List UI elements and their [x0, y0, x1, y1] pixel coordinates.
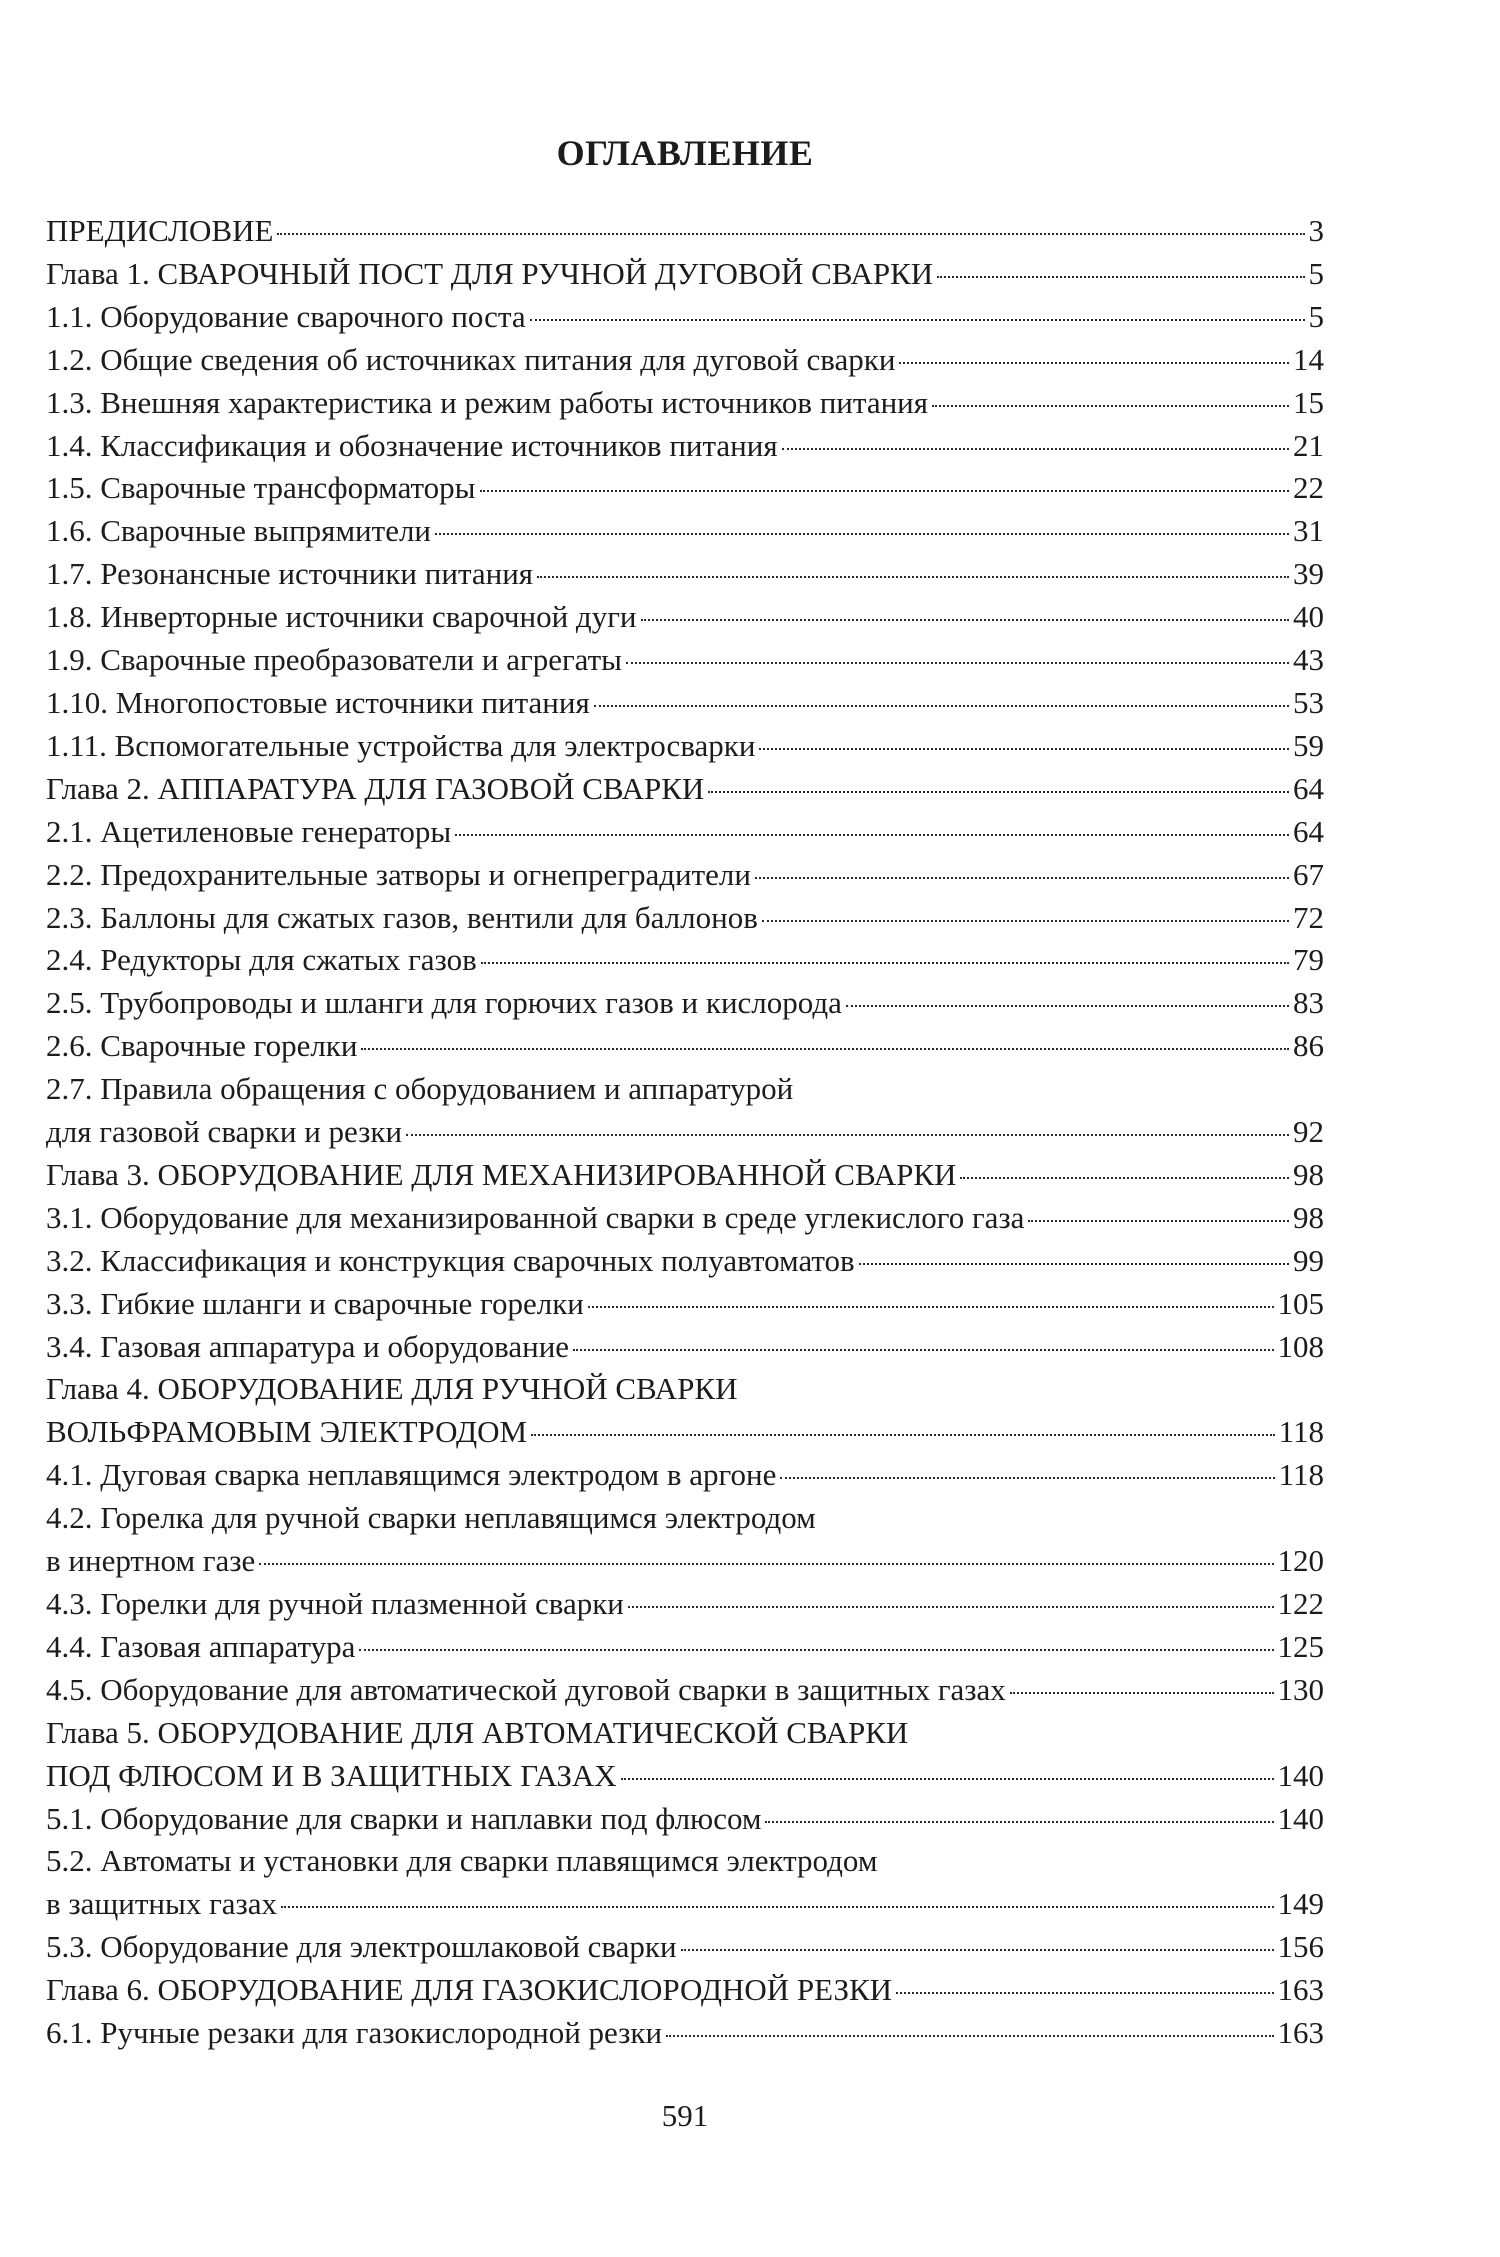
toc-entry	[46, 296, 1324, 339]
toc-entry	[46, 1840, 1324, 1926]
toc-entry-title-line: 4.2. Горелка для ручной сварки неплавящимся электродом	[46, 1500, 816, 1536]
toc-entry-title: 1.9. Сварочные преобразователи и агрегаты	[46, 642, 622, 678]
toc-entry	[46, 425, 1324, 468]
dot-leader	[759, 748, 1289, 750]
dot-leader	[455, 834, 1289, 836]
toc-entry-title: 5.3. Оборудование для электрошлаковой сварки	[46, 1929, 677, 1965]
toc-entry-title: 2.2. Предохранительные затворы и огнепреградители	[46, 856, 751, 892]
toc-entry-title: 5.1. Оборудование для сварки и наплавки под флюсом	[46, 1800, 762, 1836]
toc-entry-page: 39	[1293, 556, 1324, 592]
toc-entry-page: 59	[1293, 727, 1324, 763]
dot-leader	[537, 576, 1289, 578]
toc-entry-title: 4.5. Оборудование для автоматической дуговой сварки в защитных газах	[46, 1671, 1006, 1707]
dot-leader	[762, 920, 1289, 922]
toc-entry-page: 98	[1293, 1156, 1324, 1192]
toc-entry	[46, 1197, 1324, 1240]
toc-entry-page: 118	[1278, 1414, 1324, 1450]
toc-entry-page: 31	[1293, 513, 1324, 549]
toc-entry-title: для газовой сварки и резки	[46, 1114, 403, 1150]
toc-entry	[46, 1583, 1324, 1626]
toc-entry-page: 149	[1277, 1886, 1324, 1922]
toc-entry	[46, 1368, 1324, 1454]
toc-entry-page: 53	[1293, 684, 1324, 720]
toc-entry-title-line: 5.2. Автоматы и установки для сварки плавящимся электродом	[46, 1843, 878, 1879]
toc-entry-page: 163	[1277, 2015, 1324, 2051]
dot-leader	[573, 1349, 1273, 1351]
toc-entry	[46, 982, 1324, 1025]
dot-leader	[361, 1048, 1289, 1050]
dot-leader	[628, 1606, 1274, 1608]
dot-leader	[765, 1821, 1273, 1823]
toc-entry-page: 67	[1293, 856, 1324, 892]
dot-leader	[480, 490, 1290, 492]
dot-leader	[626, 662, 1289, 664]
toc-entry-title: 2.6. Сварочные горелки	[46, 1028, 358, 1064]
dot-leader	[406, 1134, 1289, 1136]
dot-leader	[1010, 1692, 1274, 1694]
dot-leader	[859, 1263, 1289, 1265]
dot-leader	[899, 362, 1289, 364]
toc-entry	[46, 939, 1324, 982]
toc-entry	[46, 682, 1324, 725]
toc-entry-page: 108	[1277, 1328, 1324, 1364]
toc-entry-title: 1.6. Сварочные выпрямители	[46, 513, 432, 549]
toc-entry-page: 118	[1278, 1457, 1324, 1493]
toc-entry-title: ПОД ФЛЮСОМ И В ЗАЩИТНЫХ ГАЗАХ	[46, 1757, 617, 1793]
toc-entry	[46, 553, 1324, 596]
dot-leader	[960, 1177, 1289, 1179]
toc-entry-title: в инертном газе	[46, 1543, 256, 1579]
toc-entry	[46, 811, 1324, 854]
toc-entry-title: 1.1. Оборудование сварочного поста	[46, 298, 526, 334]
toc-entry-page: 40	[1293, 599, 1324, 635]
toc-entry	[46, 854, 1324, 897]
dot-leader	[281, 1906, 1273, 1908]
toc-entry-page: 21	[1293, 427, 1324, 463]
toc-entry	[46, 382, 1324, 425]
toc-entry-page: 64	[1293, 770, 1324, 806]
toc-entry	[46, 1326, 1324, 1369]
toc-entry-title: ВОЛЬФРАМОВЫМ ЭЛЕКТРОДОМ	[46, 1414, 528, 1450]
toc-entry-title-line: 2.7. Правила обращения с оборудованием и аппаратурой	[46, 1071, 794, 1107]
dot-leader	[594, 705, 1289, 707]
toc-entry-title: в защитных газах	[46, 1886, 278, 1922]
dot-leader	[937, 276, 1304, 278]
toc-entry-title-line: Глава 5. ОБОРУДОВАНИЕ ДЛЯ АВТОМАТИЧЕСКОЙ СВАРКИ	[46, 1714, 909, 1750]
dot-leader	[641, 619, 1290, 621]
dot-leader	[782, 448, 1289, 450]
toc-entry-title-line: Глава 4. ОБОРУДОВАНИЕ ДЛЯ РУЧНОЙ СВАРКИ	[46, 1371, 738, 1407]
dot-leader	[708, 791, 1289, 793]
page-number: 591	[661, 2098, 709, 2133]
table-of-contents	[46, 210, 1324, 2055]
toc-entry-title: 3.1. Оборудование для механизированной сварки в среде углекислого газа	[46, 1199, 1025, 1235]
dot-leader	[588, 1306, 1274, 1308]
toc-entry-title: 1.8. Инверторные источники сварочной дуги	[46, 599, 637, 635]
toc-entry-title: 4.3. Горелки для ручной плазменной сварки	[46, 1586, 624, 1621]
toc-entry-page: 156	[1277, 1929, 1324, 1965]
toc-entry	[46, 1283, 1324, 1326]
dot-leader	[896, 1992, 1273, 1994]
dot-leader	[755, 877, 1289, 879]
toc-entry	[46, 639, 1324, 682]
toc-entry	[46, 1068, 1324, 1154]
toc-entry-page: 72	[1293, 899, 1324, 935]
page-title: ОГЛАВЛЕНИЕ	[556, 133, 814, 173]
toc-entry-page: 140	[1277, 1757, 1324, 1793]
toc-entry-page: 83	[1293, 985, 1324, 1021]
toc-entry	[46, 1712, 1324, 1798]
dot-leader	[277, 233, 1304, 235]
toc-entry	[46, 210, 1324, 253]
toc-entry-title: 3.2. Классификация и конструкция сварочных полуавтоматов	[46, 1242, 855, 1278]
toc-entry-title: 1.10. Многопостовые источники питания	[46, 684, 590, 720]
dot-leader	[530, 319, 1305, 321]
dot-leader	[666, 2035, 1273, 2037]
toc-entry	[46, 1240, 1324, 1283]
toc-entry-page: 105	[1277, 1285, 1324, 1321]
toc-entry	[46, 1798, 1324, 1841]
toc-entry	[46, 2012, 1324, 2055]
toc-entry	[46, 467, 1324, 510]
toc-entry-title: 6.1. Ручные резаки для газокислородной резки	[46, 2015, 663, 2051]
toc-entry-title: Глава 2. АППАРАТУРА ДЛЯ ГАЗОВОЙ СВАРКИ	[46, 770, 705, 806]
toc-entry	[46, 253, 1324, 296]
toc-entry-title: 2.5. Трубопроводы и шланги для горючих газов и кислорода	[46, 985, 842, 1021]
toc-entry-page: 125	[1277, 1628, 1324, 1664]
dot-leader	[780, 1477, 1274, 1479]
toc-entry-title: 2.3. Баллоны для сжатых газов, вентили для баллонов	[46, 899, 758, 935]
toc-entry	[46, 897, 1324, 940]
dot-leader	[435, 533, 1289, 535]
toc-entry-title: 4.1. Дуговая сварка неплавящимся электродом в аргоне	[46, 1457, 777, 1493]
toc-entry-page: 43	[1293, 642, 1324, 678]
toc-entry-title: Глава 3. ОБОРУДОВАНИЕ ДЛЯ МЕХАНИЗИРОВАННОЙ СВАРКИ	[46, 1156, 957, 1192]
toc-entry	[46, 596, 1324, 639]
dot-leader	[932, 405, 1289, 407]
toc-entry	[46, 1497, 1324, 1583]
toc-entry-title: 1.7. Резонансные источники питания	[46, 556, 534, 592]
toc-entry-page: 140	[1277, 1800, 1324, 1836]
toc-entry-title: 2.1. Ацетиленовые генераторы	[46, 813, 452, 849]
toc-entry	[46, 768, 1324, 811]
dot-leader	[846, 1005, 1289, 1007]
toc-entry-title: 2.4. Редукторы для сжатых газов	[46, 942, 477, 978]
toc-entry	[46, 1454, 1324, 1497]
toc-entry-page: 92	[1293, 1114, 1324, 1150]
toc-entry-page: 14	[1293, 341, 1324, 377]
toc-entry-page: 86	[1293, 1028, 1324, 1064]
dot-leader	[681, 1949, 1274, 1951]
toc-entry	[46, 1926, 1324, 1969]
dot-leader	[1028, 1220, 1289, 1222]
toc-entry-title: 3.3. Гибкие шланги и сварочные горелки	[46, 1285, 584, 1321]
toc-entry-page: 120	[1277, 1543, 1324, 1579]
toc-entry-page: 5	[1308, 298, 1324, 334]
toc-entry-page: 98	[1293, 1199, 1324, 1235]
toc-entry-page: 99	[1293, 1242, 1324, 1278]
toc-entry-title: Глава 1. СВАРОЧНЫЙ ПОСТ ДЛЯ РУЧНОЙ ДУГОВОЙ СВАРКИ	[46, 255, 934, 291]
toc-entry-title: 3.4. Газовая аппаратура и оборудование	[46, 1328, 570, 1364]
toc-entry-page: 130	[1277, 1671, 1324, 1707]
toc-entry	[46, 1969, 1324, 2012]
toc-entry	[46, 510, 1324, 553]
dot-leader	[621, 1778, 1274, 1780]
toc-entry-title: 1.4. Классификация и обозначение источников питания	[46, 427, 778, 463]
toc-entry	[46, 1154, 1324, 1197]
toc-entry-page: 79	[1293, 942, 1324, 978]
toc-entry-page: 163	[1277, 1972, 1324, 2008]
dot-leader	[481, 962, 1289, 964]
toc-entry-page: 64	[1293, 813, 1324, 849]
toc-entry-title: 1.2. Общие сведения об источниках питания для дуговой сварки	[46, 341, 896, 377]
toc-entry-title: ПРЕДИСЛОВИЕ	[46, 213, 274, 248]
toc-entry-title: 1.3. Внешняя характеристика и режим работы источников питания	[46, 384, 929, 420]
toc-entry-title: 1.5. Сварочные трансформаторы	[46, 470, 476, 506]
toc-entry	[46, 339, 1324, 382]
toc-entry-page: 122	[1277, 1586, 1324, 1621]
dot-leader	[531, 1434, 1275, 1436]
dot-leader	[259, 1563, 1273, 1565]
toc-entry	[46, 725, 1324, 768]
toc-entry-title: Глава 6. ОБОРУДОВАНИЕ ДЛЯ ГАЗОКИСЛОРОДНОЙ РЕЗКИ	[46, 1972, 893, 2008]
toc-entry	[46, 1025, 1324, 1068]
dot-leader	[359, 1649, 1273, 1651]
toc-entry-title: 1.11. Вспомогательные устройства для электросварки	[46, 727, 756, 763]
toc-entry-page: 15	[1293, 384, 1324, 420]
toc-entry-title: 4.4. Газовая аппаратура	[46, 1628, 356, 1664]
toc-entry-page: 5	[1308, 255, 1324, 291]
toc-entry	[46, 1669, 1324, 1712]
toc-entry-page: 22	[1293, 470, 1324, 506]
toc-entry	[46, 1626, 1324, 1669]
toc-entry-page: 3	[1308, 213, 1324, 248]
